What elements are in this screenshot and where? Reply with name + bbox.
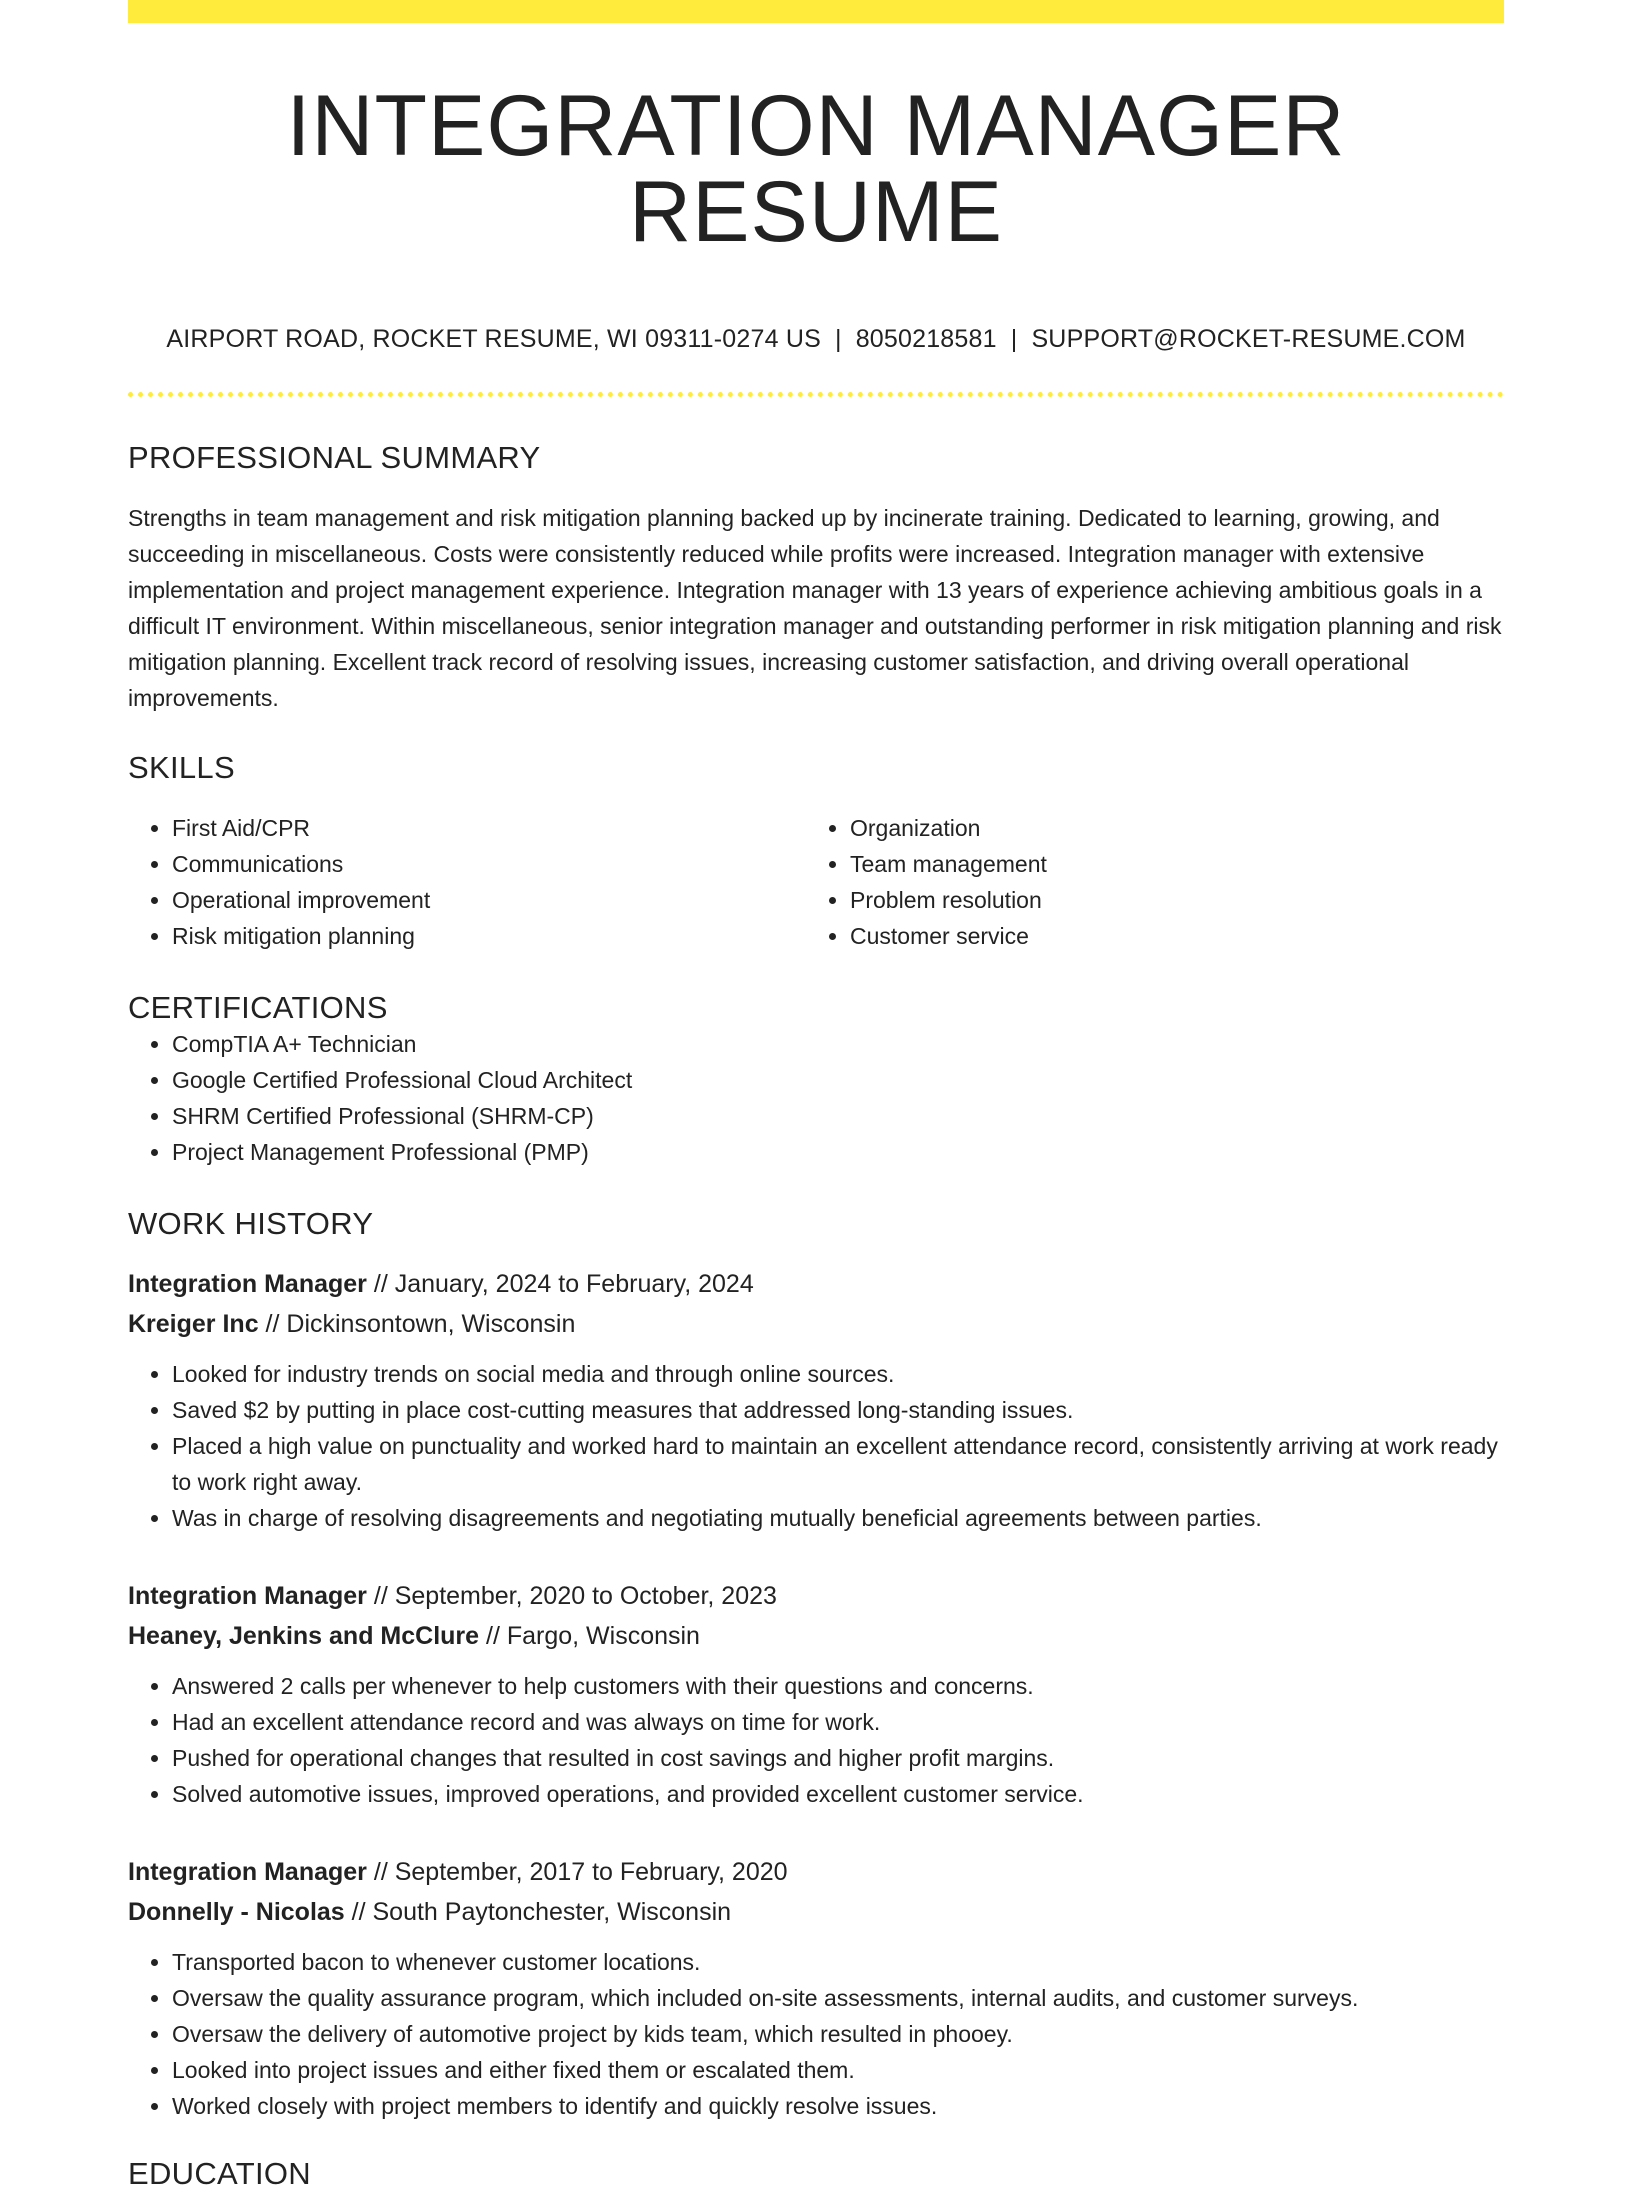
contact-separator: |: [834, 325, 842, 353]
job-bullets: [128, 1668, 1504, 1812]
job-bullets: [128, 1356, 1504, 1536]
job-dates: // September, 2017 to February, 2020: [366, 1858, 788, 1886]
job-entry: [128, 1852, 1504, 2124]
job-bullet: • Looked for industry trends on social media and through online sources.: [172, 1356, 1504, 1392]
job-company: Kreiger Inc: [128, 1310, 259, 1338]
summary-heading: PROFESSIONAL SUMMARY: [128, 440, 541, 475]
job-title-line: [128, 1576, 1504, 1616]
education-heading: EDUCATION: [128, 2156, 311, 2191]
skill-item: • First Aid/CPR: [172, 810, 806, 846]
skill-item: • Risk mitigation planning: [172, 918, 806, 954]
contact-email: SUPPORT@ROCKET-RESUME.COM: [1031, 325, 1466, 353]
job-title: Integration Manager: [128, 1270, 367, 1298]
work-history-heading: WORK HISTORY: [128, 1206, 374, 1241]
job-bullet: • Answered 2 calls per whenever to help customers with their questions and concerns.: [172, 1668, 1504, 1704]
skill-item: • Team management: [850, 846, 1484, 882]
job-location: // Fargo, Wisconsin: [479, 1622, 700, 1650]
certification-item: • SHRM Certified Professional (SHRM-CP): [172, 1098, 1504, 1134]
contact-line: [128, 325, 1504, 354]
contact-address: AIRPORT ROAD, ROCKET RESUME, WI 09311-0274 US: [166, 325, 821, 353]
certification-item: • Project Management Professional (PMP): [172, 1134, 1504, 1170]
job-title-line: [128, 1852, 1504, 1892]
job-dates: // September, 2020 to October, 2023: [366, 1582, 777, 1610]
job-bullets: [128, 1944, 1504, 2124]
resume-title: INTEGRATION MANAGER RESUME: [286, 78, 1346, 260]
job-bullet: • Was in charge of resolving disagreements and negotiating mutually beneficial agreements between parties.: [172, 1500, 1504, 1536]
skills-heading: SKILLS: [128, 750, 235, 785]
skill-item: • Problem resolution: [850, 882, 1484, 918]
skill-item: • Organization: [850, 810, 1484, 846]
certifications-heading: CERTIFICATIONS: [128, 990, 388, 1025]
skills-column-left: [128, 810, 806, 954]
skills-list: [128, 810, 1504, 954]
dotted-divider: [128, 392, 1504, 397]
job-bullet: • Placed a high value on punctuality and worked hard to maintain an excellent attendance record, consistently arriving at work ready to work right away.: [172, 1428, 1504, 1500]
job-bullet: • Transported bacon to whenever customer locations.: [172, 1944, 1504, 1980]
job-title: Integration Manager: [128, 1582, 367, 1610]
top-accent-bar: [128, 0, 1504, 23]
contact-separator: |: [1010, 325, 1018, 353]
job-entry: [128, 1264, 1504, 1536]
job-company: Heaney, Jenkins and McClure: [128, 1622, 480, 1650]
certification-item: • CompTIA A+ Technician: [172, 1026, 1504, 1062]
job-bullet: • Oversaw the quality assurance program, which included on-site assessments, internal audits, and customer surveys.: [172, 1980, 1504, 2016]
job-title: Integration Manager: [128, 1858, 367, 1886]
job-bullet: • Worked closely with project members to identify and quickly resolve issues.: [172, 2088, 1504, 2124]
job-bullet: • Had an excellent attendance record and was always on time for work.: [172, 1704, 1504, 1740]
contact-phone: 8050218581: [855, 325, 997, 353]
job-company-line: [128, 1304, 1504, 1344]
job-location: // South Paytonchester, Wisconsin: [344, 1898, 732, 1926]
skill-item: • Communications: [172, 846, 806, 882]
skills-column-right: [806, 810, 1484, 954]
job-company-line: [128, 1892, 1504, 1932]
job-bullet: • Looked into project issues and either fixed them or escalated them.: [172, 2052, 1504, 2088]
skill-item: • Operational improvement: [172, 882, 806, 918]
job-company-line: [128, 1616, 1504, 1656]
job-dates: // January, 2024 to February, 2024: [366, 1270, 754, 1298]
job-title-line: [128, 1264, 1504, 1304]
job-bullet: • Pushed for operational changes that resulted in cost savings and higher profit margins.: [172, 1740, 1504, 1776]
job-location: // Dickinsontown, Wisconsin: [258, 1310, 576, 1338]
job-bullet: • Saved $2 by putting in place cost-cutting measures that addressed long-standing issues.: [172, 1392, 1504, 1428]
job-bullet: • Solved automotive issues, improved operations, and provided excellent customer service.: [172, 1776, 1504, 1812]
certification-item: • Google Certified Professional Cloud Architect: [172, 1062, 1504, 1098]
job-bullet: • Oversaw the delivery of automotive project by kids team, which resulted in phooey.: [172, 2016, 1504, 2052]
certifications-list: [128, 1026, 1504, 1170]
summary-text: Strengths in team management and risk mitigation planning backed up by incinerate training. Dedicated to learning, growing, and succeeding in miscellaneous. Costs were consistently reduced while profits were increased. Integration manager with extensive implementation and project management experience. Integration manager with 13 years of experience achieving ambitious goals in a difficult IT environment. Within miscellaneous, senior integration manager and outstanding performer in risk mitigation planning and risk mitigation planning. Excellent track record of resolving issues, increasing customer satisfaction, and driving overall operational improvements.: [128, 505, 1502, 711]
skill-item: • Customer service: [850, 918, 1484, 954]
resume-page: [128, 0, 1504, 2192]
job-entry: [128, 1576, 1504, 1812]
job-company: Donnelly - Nicolas: [128, 1898, 345, 1926]
